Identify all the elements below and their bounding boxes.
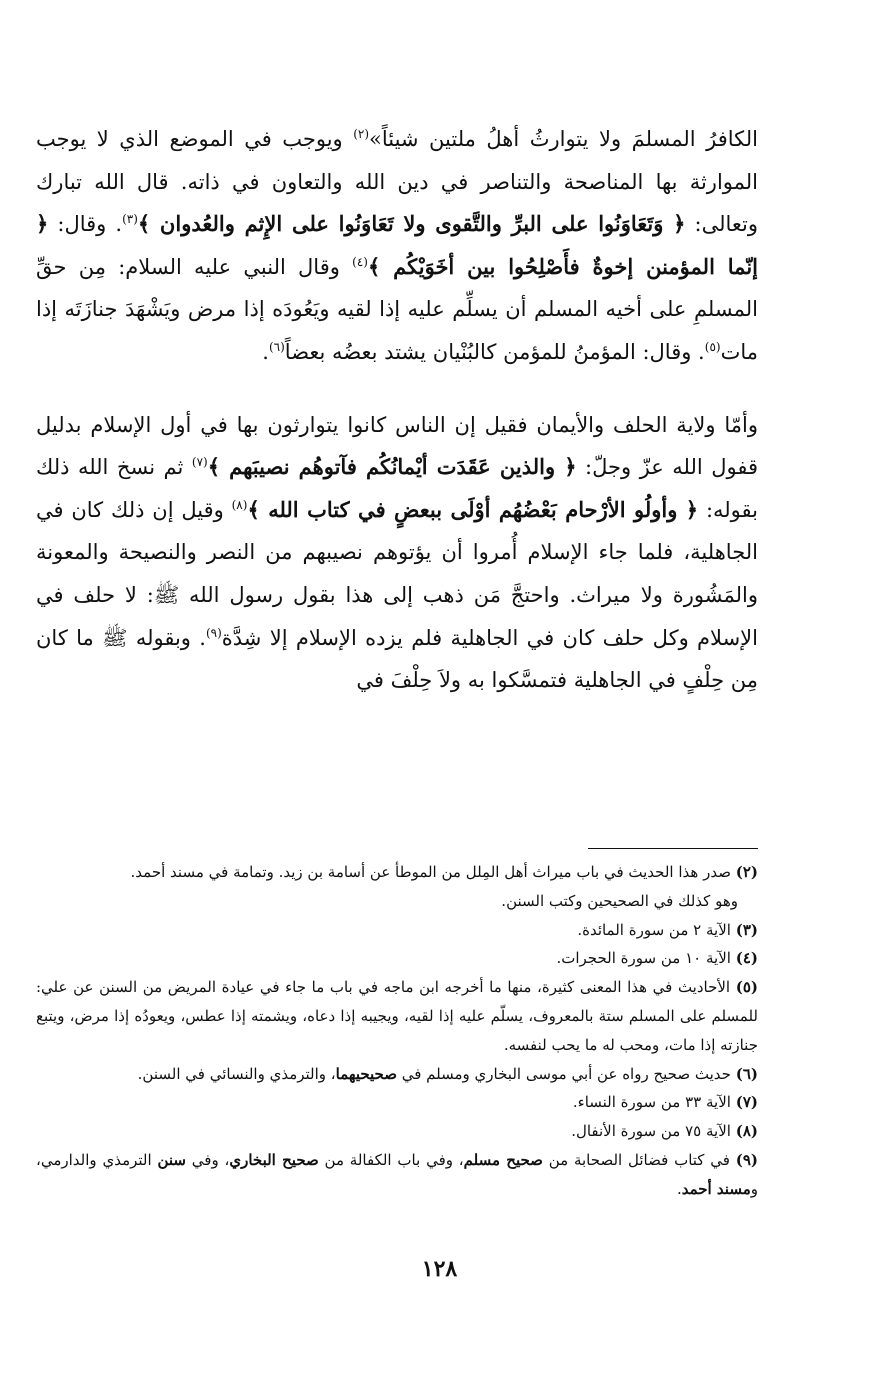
footnote-ref-9: (٩) <box>205 625 222 640</box>
footnote-number: (٤) <box>735 949 758 968</box>
footnote-text: في كتاب فضائل الصحابة من <box>542 1150 730 1169</box>
footnote-text: الآية ١٠ من سورة الحجرات. <box>556 949 731 968</box>
page-number: ١٢٨ <box>421 1256 458 1282</box>
footnote-number: (٣) <box>735 920 758 939</box>
footnote-6 <box>36 1060 758 1089</box>
footnote-2 <box>36 858 758 887</box>
footnote-ref-7: (٧) <box>191 455 208 470</box>
footnote-book-title: صحيح مسلم <box>463 1150 543 1169</box>
footnote-text: الآية ٣٣ من سورة النساء. <box>572 1093 731 1112</box>
footnote-ref-5: (٥) <box>704 339 721 354</box>
footnote-number: (٢) <box>735 863 758 881</box>
quran-verse: ﴿ وأولُو الأرْحام بَعْضُهُم أوْلَى ببعضٍ في كتاب الله ﴾ <box>247 496 699 522</box>
footnote-text: ، وفي <box>185 1150 230 1169</box>
text-run: الكافرُ المسلمَ ولا يتوارثُ أهلُ ملتين شيئاً» <box>369 127 758 151</box>
footnote-7 <box>36 1088 758 1117</box>
quran-verse: ﴿ والذين عَقَدَت أيْمانُكُم فآتوهُم نصيبَهم ﴾ <box>207 454 577 480</box>
footnote-ref-3: (٣) <box>122 212 138 227</box>
quran-verse: ﴿ وَتَعَاوَنُوا على البرِّ والتَّقوى ولا تَعَاوَنُوا على الإِثم والعُدوان ﴾ <box>137 211 686 237</box>
footnote-book-title: صحيح البخاري <box>229 1150 319 1169</box>
footnote-text: ، والترمذي والنسائي في السنن. <box>137 1064 336 1083</box>
footnotes <box>36 858 758 1204</box>
paragraph-2 <box>36 404 758 702</box>
footnote-text: صدر هذا الحديث في باب ميراث أهل المِلل من الموطأ عن أسامة بن زيد. وتمامة في مسند أحمد. <box>130 863 731 881</box>
quran-verse: ﴿ إنّما المؤمنن إخوةٌ فأَصْلِحُوا بين أخَوَيْكُم ﴾ <box>36 211 759 279</box>
footnote-ref-6: (٦) <box>268 339 285 354</box>
footnote-ref-8: (٨) <box>231 497 248 512</box>
footnote-text: الآية ٧٥ من سورة الأنفال. <box>571 1122 731 1141</box>
text-run: . وبقوله ﷺ ما كان مِن حِلْفٍ في الجاهلية فتمسَّكوا به ولاَ حِلْفَ في <box>36 625 758 693</box>
footnote-text: ، وفي باب الكفالة من <box>318 1150 464 1169</box>
text-run: . وقال: <box>48 212 123 237</box>
footnote-text: حديث صحيح رواه عن أبي موسى البخاري ومسلم في <box>396 1064 731 1083</box>
footnote-number: (٩) <box>735 1150 759 1169</box>
footnote-separator <box>588 848 758 849</box>
page-body <box>36 118 758 702</box>
text-run: ويوجب في الموضع الذي لا يوجب الموارثة بها المناصحة والتناصر في دين الله والتعاون في ذاته. قال الله تبارك وتعالى: <box>36 127 759 237</box>
footnote-book-title: صحيحيهما <box>335 1064 397 1083</box>
main-text <box>36 118 758 702</box>
text-run: وأمّا ولاية الحلف والأيمان فقيل إن الناس كانوا يتوارثون بها في أول الإسلام بدليل قفول الله عزّ وجلّ: <box>36 412 758 480</box>
footnote-text: الترمذي والدارمي، و <box>36 1150 758 1198</box>
footnote-8 <box>36 1117 758 1146</box>
footnote-9 <box>36 1146 758 1204</box>
footnote-text: . <box>676 1179 682 1198</box>
text-run: . <box>262 339 269 364</box>
footnote-5 <box>36 973 758 1059</box>
footnote-number: (٨) <box>735 1122 758 1141</box>
text-run: وقيل إن ذلك كان في الجاهلية، فلما جاء الإسلام أُمروا أن يؤتوهم نصيبهم من النصر والنصيحة والمعونة والمَشُورة ولا ميراث. واحتجَّ مَن ذهب إلى هذا بقول رسول الله ﷺ: لا حلف في الإسلام وكل حلف كان في الجاهلية فلم يزده الإسلام إلا شِدَّة <box>36 497 758 650</box>
footnote-book-title: سنن <box>157 1150 186 1169</box>
text-run: وقال النبي عليه السلام: مِن حقِّ المسلمِ على أخيه المسلم أن يسلِّم عليه إذا لقيه ويَعُودَه إذا مرض ويَشْهَدَ جنازَتَه إذا مات <box>36 254 758 364</box>
text-run: ثم نسخ الله ذلك بقوله: <box>36 455 758 522</box>
footnote-text: الآية ٢ من سورة المائدة. <box>577 920 731 939</box>
footnote-3 <box>36 916 758 945</box>
text-run: . وقال: المؤمنُ للمؤمن كالبُنْيان يشتد بعضُه بعضاً <box>284 339 705 364</box>
footnote-ref-2: (٢) <box>353 127 370 141</box>
paragraph-gap <box>36 374 758 404</box>
footnote-number: (٦) <box>735 1064 758 1083</box>
footnote-book-title: مسند أحمد <box>681 1179 751 1198</box>
footnote-number: (٥) <box>735 978 759 997</box>
footnote-text: الأحاديث في هذا المعنى كثيرة، منها ما أخرجه ابن ماجه في باب ما جاء في عيادة المريض من السنن عن علي: للمسلم على المسلم ستة بالمعروف، يسلّم عليه إذا لقيه، ويجيبه إذا دعاه، ويشمته إذا عطس، ويعودُه إذا مرض، ويتبع جنازته إذا مات، ومحب له ما يحب لنفسه. <box>36 978 758 1054</box>
footnote-ref-4: (٤) <box>352 254 368 269</box>
footnote-4 <box>36 944 758 973</box>
footnote-number: (٧) <box>735 1093 758 1112</box>
paragraph-1 <box>36 118 758 374</box>
footnote-2-continued: وهو كذلك في الصحيحين وكتب السنن. <box>501 891 738 910</box>
